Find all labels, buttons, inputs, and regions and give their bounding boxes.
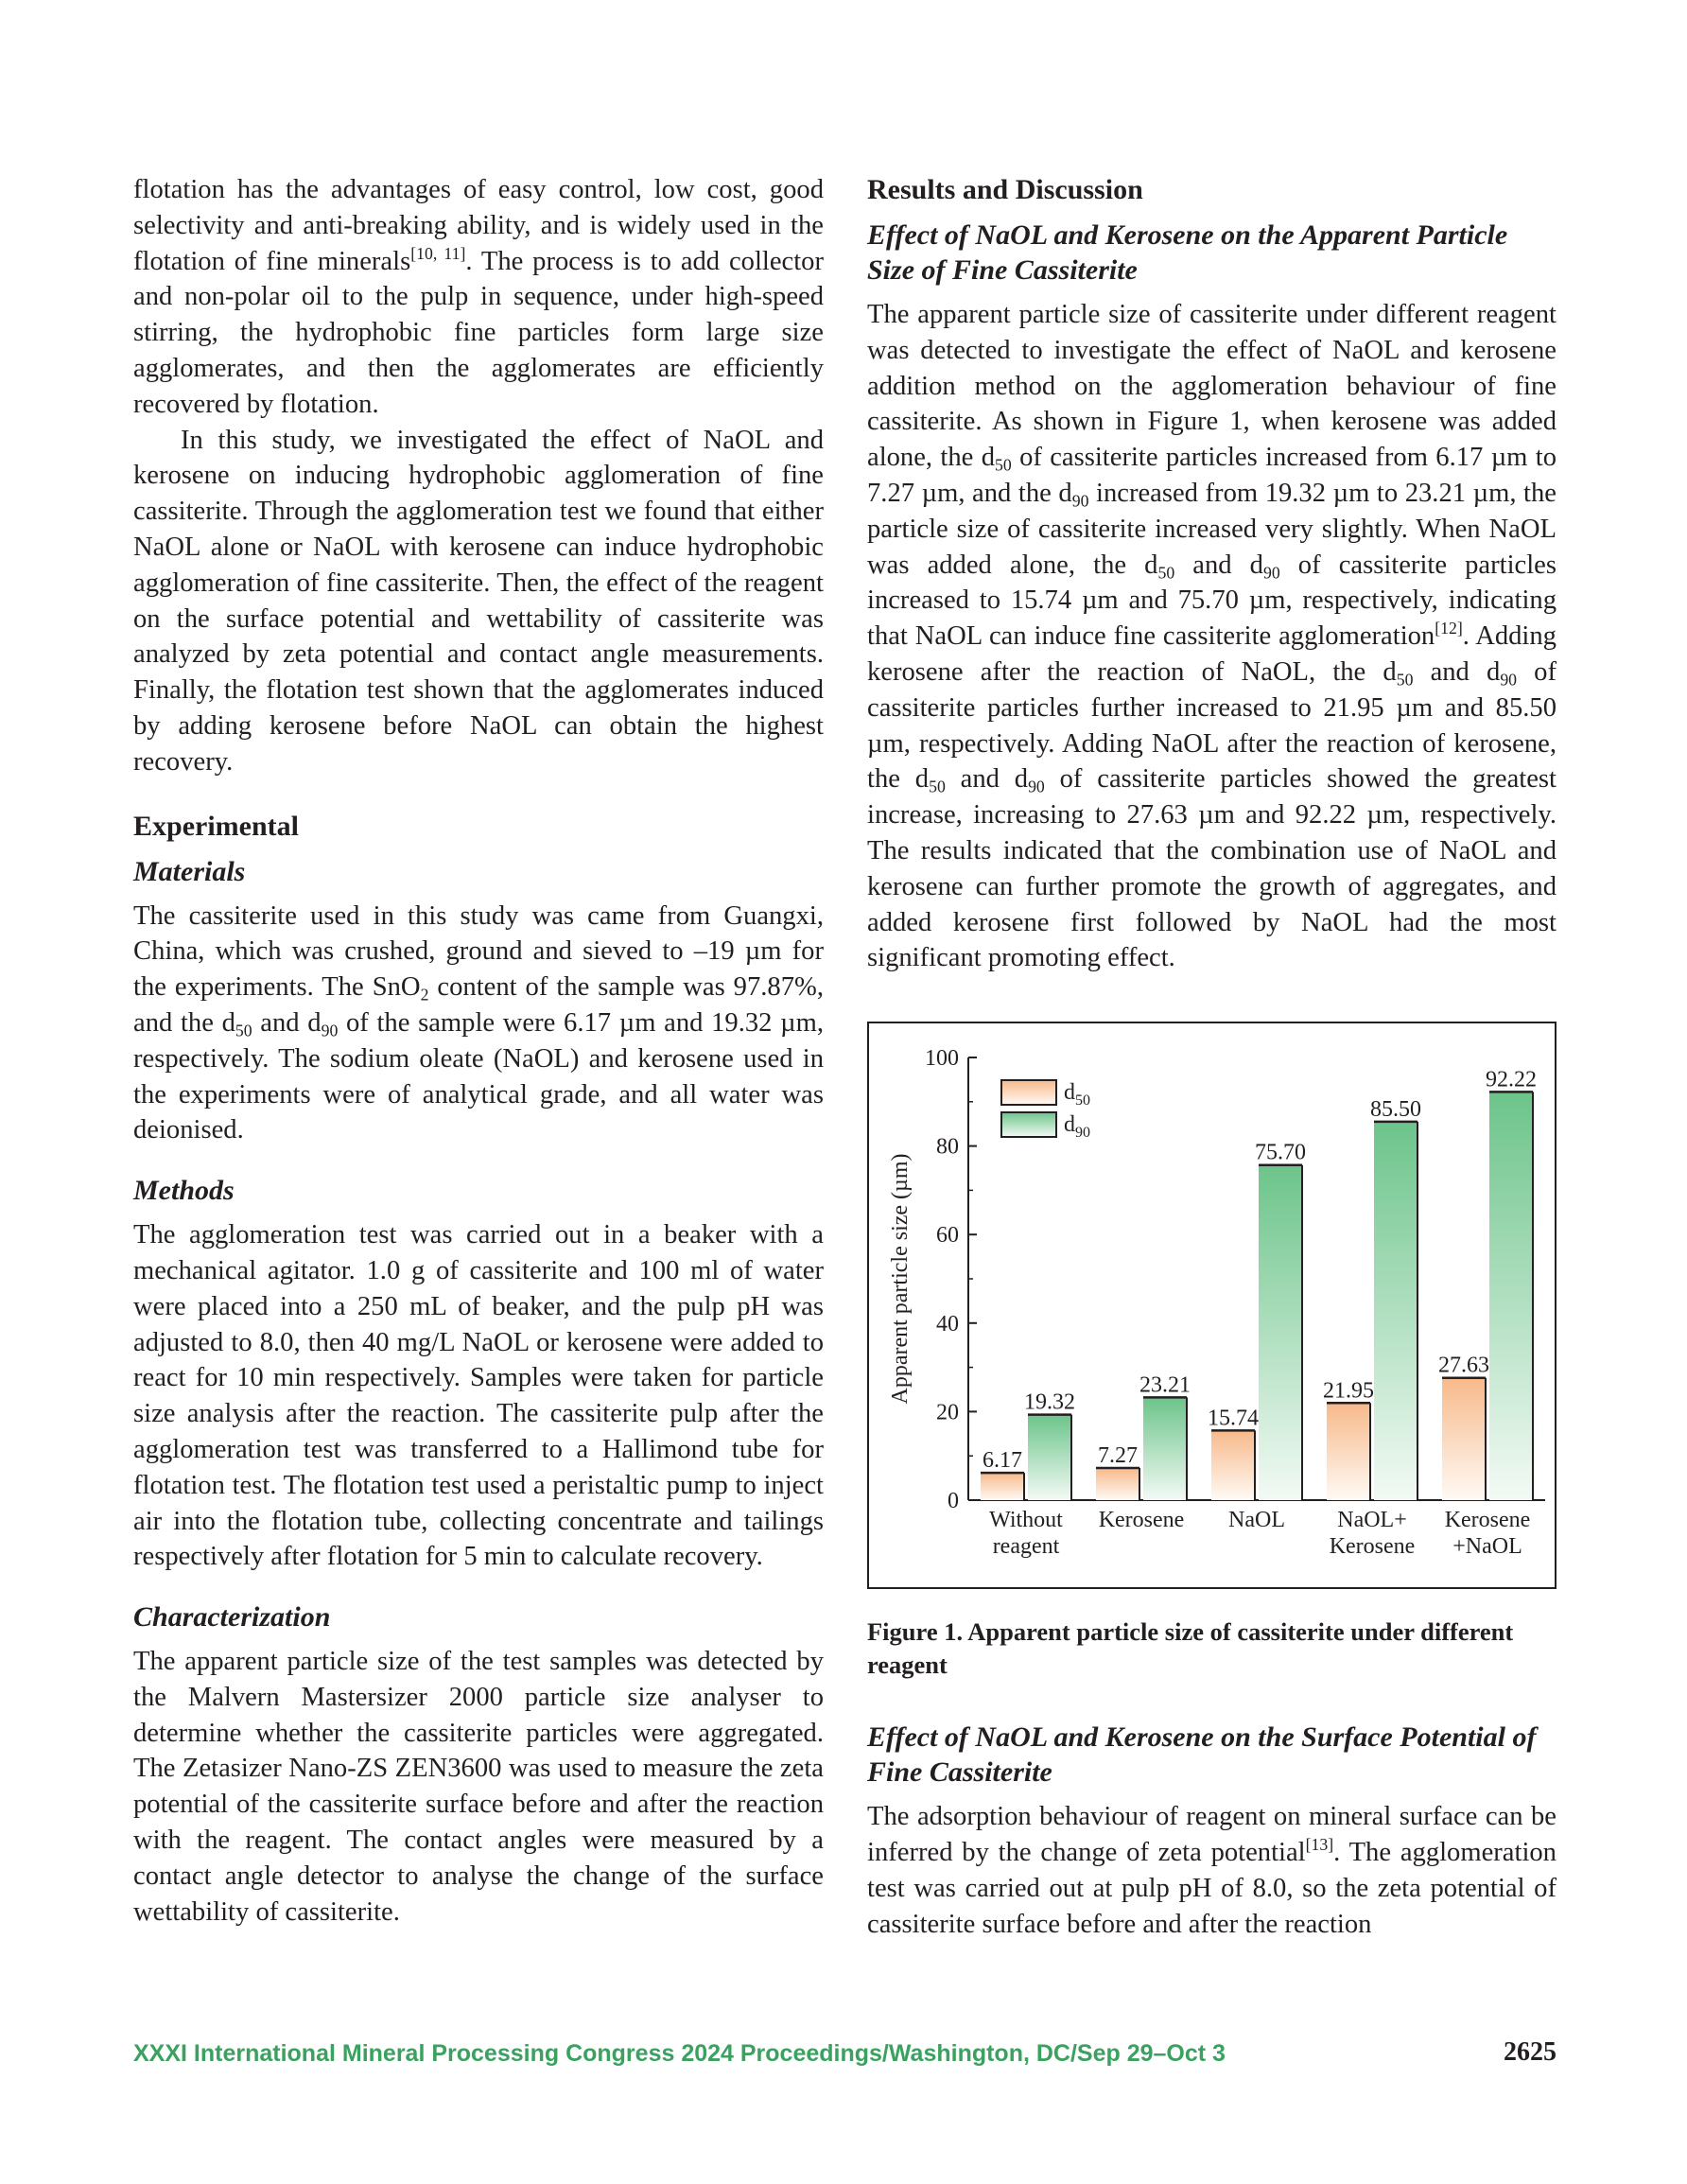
data-label: 15.74 xyxy=(1208,1406,1259,1431)
bar-d90 xyxy=(1489,1092,1533,1501)
section-heading-experimental: Experimental xyxy=(133,810,299,842)
y-tick-label: 100 xyxy=(925,1046,959,1072)
bar-d50 xyxy=(1442,1378,1486,1500)
x-tick-label: reagent xyxy=(992,1534,1060,1560)
y-tick-label: 60 xyxy=(936,1223,959,1249)
x-tick-label: Kerosene xyxy=(1329,1534,1416,1560)
left-column xyxy=(133,172,824,1930)
x-tick-label: +NaOL xyxy=(1452,1534,1522,1560)
data-label: 85.50 xyxy=(1370,1097,1421,1123)
bar-chart xyxy=(869,1023,1555,1587)
figure-caption: Figure 1. Apparent particle size of cassiterite under different reagent xyxy=(867,1617,1514,1680)
legend-label-d90 xyxy=(1064,1112,1090,1141)
data-label: 92.22 xyxy=(1486,1067,1537,1092)
data-label: 23.21 xyxy=(1139,1372,1191,1398)
y-tick-label: 80 xyxy=(936,1134,959,1160)
bar-d90 xyxy=(1028,1415,1071,1500)
bar-d50 xyxy=(1327,1403,1370,1500)
characterization-paragraph: The apparent particle size of the test samples was detected by the Malvern Mastersizer 2000 particle size analyser to determine whether the cassiterite particles were aggregated. The Zetasizer Nano-ZS ZEN3600 was used to measure the zeta potential of the cassiterite surface before and after the reaction with the reagent. The contact angles were measured by a contact angle detector to analyse the change of the surface wettability of cassiterite. xyxy=(133,1647,824,1927)
bar-d90 xyxy=(1374,1122,1417,1500)
legend-swatch-d50 xyxy=(1001,1080,1056,1105)
zeta-paragraph: The adsorption behaviour of reagent on mineral surface can be inferred by the change of zeta potential[13]. The agglomeration test was carried out at pulp pH of 8.0, so the zeta potential of cassiterite surface before and after the reaction xyxy=(867,1802,1557,1939)
legend-label-base: d xyxy=(1064,1112,1075,1138)
data-label: 27.63 xyxy=(1438,1353,1489,1378)
bar-d50 xyxy=(1096,1468,1139,1500)
section-heading-results: Results and Discussion xyxy=(867,174,1143,205)
data-label: 21.95 xyxy=(1323,1378,1374,1404)
legend-swatch-d90 xyxy=(1001,1112,1056,1137)
x-tick-label: Kerosene xyxy=(1098,1508,1185,1533)
results-paragraph: The apparent particle size of cassiterite under different reagent was detected to investigate the effect of NaOL and kerosene addition method on the agglomeration behaviour of fine cassiterite. As shown in Figure 1, when kerosene was added alone, the $d_{50}$ of cassiterite particles increased from 6.17 µm to 7.27 µm, and the $d_{90}$ increased from 19.32 µm to 23.21 µm, the particle size of cassiterite increased very slightly. When NaOL was added alone, the $d_{50}$ and $d_{90}$ of cassiterite particles increased to 15.74 µm and 75.70 µm, respectively, indicating that NaOL can induce fine cassiterite agglomeration[12]. Adding kerosene after the reaction of NaOL, the $d_{50}$ and $d_{90}$ of cassiterite particles further increased to 21.95 µm and 85.50 µm, respectively. Adding NaOL after the reaction of kerosene, the $d_{50}$ and $d_{90}$ of cassiterite particles showed the greatest increase, increasing to 27.63 µm and 92.22 µm, respectively. The results indicated that the combination use of NaOL and kerosene can further promote the growth of aggregates, and added kerosene first followed by NaOL had the most significant promoting effect. xyxy=(867,300,1557,973)
study-paragraph: In this study, we investigated the effect of NaOL and kerosene on inducing hydrophobic agglomeration of fine cassiterite. Through the agglomeration test we found that either NaOL alone or NaOL with kerosene can induce hydrophobic agglomeration of fine cassiterite. Then, the effect of the reagent on the surface potential and wettability of cassiterite was analyzed by zeta potential and contact angle measurements. Finally, the flotation test shown that the agglomerates induced by adding kerosene before NaOL can obtain the highest recovery. xyxy=(133,425,824,777)
page-number: 2625 xyxy=(1504,2037,1557,2067)
y-tick-label: 40 xyxy=(936,1311,959,1337)
legend-label-subscript: 90 xyxy=(1075,1125,1090,1142)
bar-d90 xyxy=(1259,1165,1302,1500)
data-label: 7.27 xyxy=(1098,1443,1138,1469)
y-tick-label: 20 xyxy=(936,1400,959,1425)
data-label: 19.32 xyxy=(1024,1389,1075,1415)
materials-paragraph: The cassiterite used in this study was came from Guangxi, China, which was crushed, ground and sieved to –19 µm for the experiments. The SnO$_2$ content of the sample was 97.87%, and the $d_{50}$ and $d_{90}$ of the sample were 6.17 µm and 19.32 µm, respectively. The sodium oleate (NaOL) and kerosene used in the experiments were of analytical grade, and all water was deionised. xyxy=(133,900,825,1145)
proceedings-footer: XXXI International Mineral Processing Congress 2024 Proceedings/Washington, DC/Sep 29–Oct 3 xyxy=(133,2040,1226,2067)
bar-d50 xyxy=(981,1473,1024,1500)
x-tick-label: Without xyxy=(989,1508,1063,1533)
intro-paragraph: flotation has the advantages of easy control, low cost, good selectivity and anti-breaking ability, and is widely used in the flotation of fine minerals[10, 11]. The process is to add collector and non-polar oil to the pulp in sequence, under high-speed stirring, the hydrophobic fine particles form large size agglomerates, and then the agglomerates are efficiently recovered by flotation. xyxy=(133,175,824,419)
subheading-characterization: Characterization xyxy=(133,1601,331,1634)
right-column xyxy=(867,172,1557,1942)
subheading-effect-particle-size: Effect of NaOL and Kerosene on the Apparent Particle Size of Fine Cassiterite xyxy=(867,219,1508,286)
page-footer xyxy=(133,2037,1557,2072)
figure-1 xyxy=(867,1022,1557,1589)
data-label: 75.70 xyxy=(1255,1140,1306,1165)
legend-label-base: d xyxy=(1064,1080,1075,1106)
x-tick-label: NaOL+ xyxy=(1337,1508,1407,1533)
data-label: 6.17 xyxy=(983,1448,1022,1474)
subheading-materials: Materials xyxy=(133,855,246,887)
x-tick-label: NaOL xyxy=(1228,1508,1285,1533)
bar-d90 xyxy=(1143,1398,1187,1501)
bar-d50 xyxy=(1211,1430,1255,1500)
subheading-effect-surface-potential: Effect of NaOL and Kerosene on the Surface Potential of Fine Cassiterite xyxy=(867,1721,1537,1789)
x-tick-label: Kerosene xyxy=(1444,1508,1531,1533)
legend-label-d50 xyxy=(1064,1080,1090,1109)
subheading-methods: Methods xyxy=(133,1175,235,1207)
legend-label-subscript: 50 xyxy=(1075,1092,1090,1109)
y-axis-title: Apparent particle size (µm) xyxy=(888,1153,913,1405)
methods-paragraph: The agglomeration test was carried out in a beaker with a mechanical agitator. 1.0 g of cassiterite and 100 ml of water were placed into a 250 mL of beaker, and the pulp pH was adjusted to 8.0, then 40 mg/L NaOL or kerosene were added to react for 10 min respectively. Samples were taken for particle size analysis after the reaction. The cassiterite pulp after the agglomeration test was transferred to a Hallimond tube for flotation test. The flotation test used a peristaltic pump to inject air into the flotation tube, collecting concentrate and tailings respectively after flotation for 5 min to calculate recovery. xyxy=(133,1220,824,1572)
y-tick-label: 0 xyxy=(948,1489,959,1514)
